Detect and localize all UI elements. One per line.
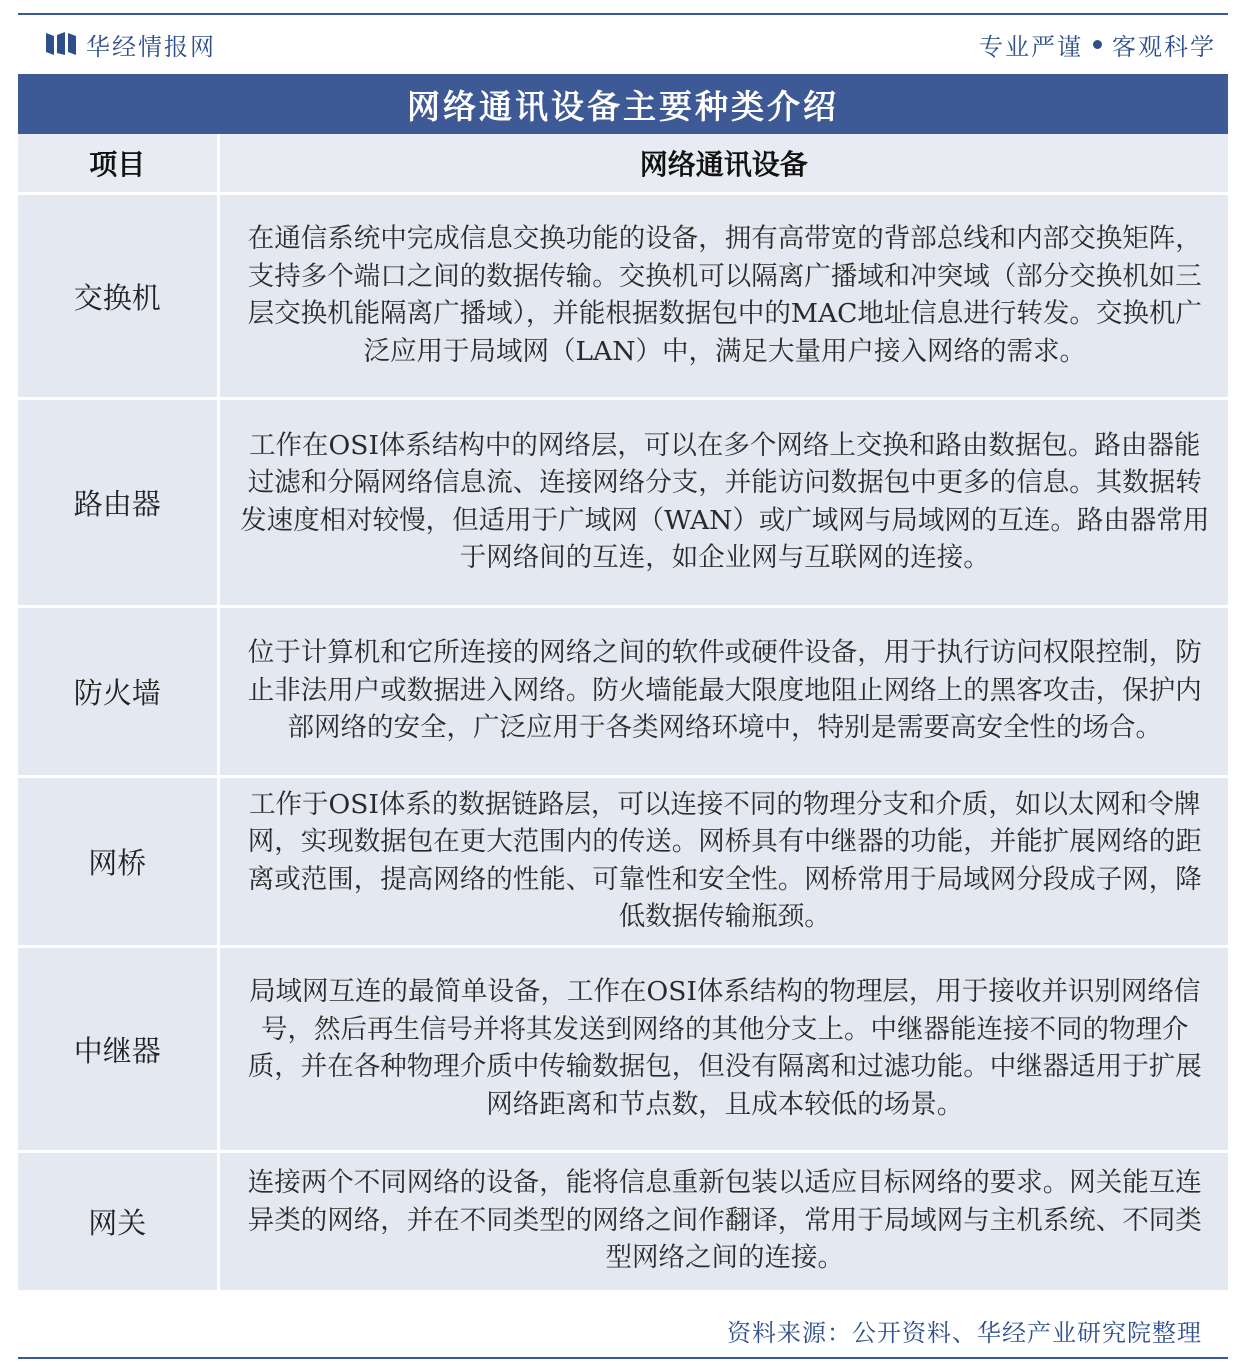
table-row: [18, 607, 1228, 777]
brand: [18, 27, 216, 62]
row-desc: 位于计算机和它所连接的网络之间的软件或硬件设备，用于执行访问权限控制，防止非法用户或数据进入网络。防火墙能最大限度地阻止网络上的黑客攻击，保护内部网络的安全，广泛应用于各类网络环境中，特别是需要高安全性的场合。: [218, 607, 1228, 777]
top-divider: [18, 13, 1228, 15]
table-row: [18, 1152, 1228, 1292]
slogan-right: 客观科学: [1112, 32, 1216, 61]
page-title: 网络通讯设备主要种类介绍: [407, 86, 839, 126]
header-bar: [18, 18, 1228, 70]
title-bar: [18, 74, 1228, 134]
brand-logo-icon: [46, 31, 76, 57]
row-desc: 局域网互连的最简单设备，工作在OSI体系结构的物理层，用于接收并识别网络信号，然后再生信号并将其发送到网络的其他分支上。中继器能连接不同的物理介质，并在各种物理介质中传输数据包，但没有隔离和过滤功能。中继器适用于扩展网络距离和节点数，且成本较低的场景。: [218, 947, 1228, 1152]
row-item: 防火墙: [18, 607, 218, 777]
slogan-dot-icon: [1093, 40, 1102, 49]
row-item: 网关: [18, 1152, 218, 1292]
table-row: [18, 777, 1228, 947]
row-desc: 工作在OSI体系结构中的网络层，可以在多个网络上交换和路由数据包。路由器能过滤和分隔网络信息流、连接网络分支，并能访问数据包中更多的信息。其数据转发速度相对较慢，但适用于广域网（WAN）或广域网与局域网的互连。路由器常用于网络间的互连，如企业网与互联网的连接。: [218, 399, 1228, 607]
table-header-row: [18, 134, 1228, 194]
table-row: [18, 399, 1228, 607]
row-item: 路由器: [18, 399, 218, 607]
row-desc: 在通信系统中完成信息交换功能的设备，拥有高带宽的背部总线和内部交换矩阵，支持多个端口之间的数据传输。交换机可以隔离广播域和冲突域（部分交换机如三层交换机能隔离广播域），并能根据数据包中的MAC地址信息进行转发。交换机广泛应用于局域网（LAN）中，满足大量用户接入网络的需求。: [218, 194, 1228, 399]
brand-name: 华经情报网: [86, 32, 216, 61]
row-item: 网桥: [18, 777, 218, 947]
table-row: [18, 947, 1228, 1152]
table-row: [18, 194, 1228, 399]
slogan: [979, 27, 1216, 62]
bottom-divider: [18, 1357, 1228, 1359]
column-header-desc: 网络通讯设备: [218, 134, 1228, 194]
source-note: 资料来源：公开资料、华经产业研究院整理: [727, 1319, 1202, 1347]
column-header-item: 项目: [18, 134, 218, 194]
row-item: 交换机: [18, 194, 218, 399]
slogan-left: 专业严谨: [979, 32, 1083, 61]
row-desc: 连接两个不同网络的设备，能将信息重新包装以适应目标网络的要求。网关能互连异类的网络，并在不同类型的网络之间作翻译，常用于局域网与主机系统、不同类型网络之间的连接。: [218, 1152, 1228, 1292]
device-table: [18, 134, 1228, 1293]
device-table-wrapper: [18, 134, 1228, 1293]
row-item: 中继器: [18, 947, 218, 1152]
row-desc: 工作于OSI体系的数据链路层，可以连接不同的物理分支和介质，如以太网和令牌网，实现数据包在更大范围内的传送。网桥具有中继器的功能，并能扩展网络的距离或范围，提高网络的性能、可靠性和安全性。网桥常用于局域网分段成子网，降低数据传输瓶颈。: [218, 777, 1228, 947]
